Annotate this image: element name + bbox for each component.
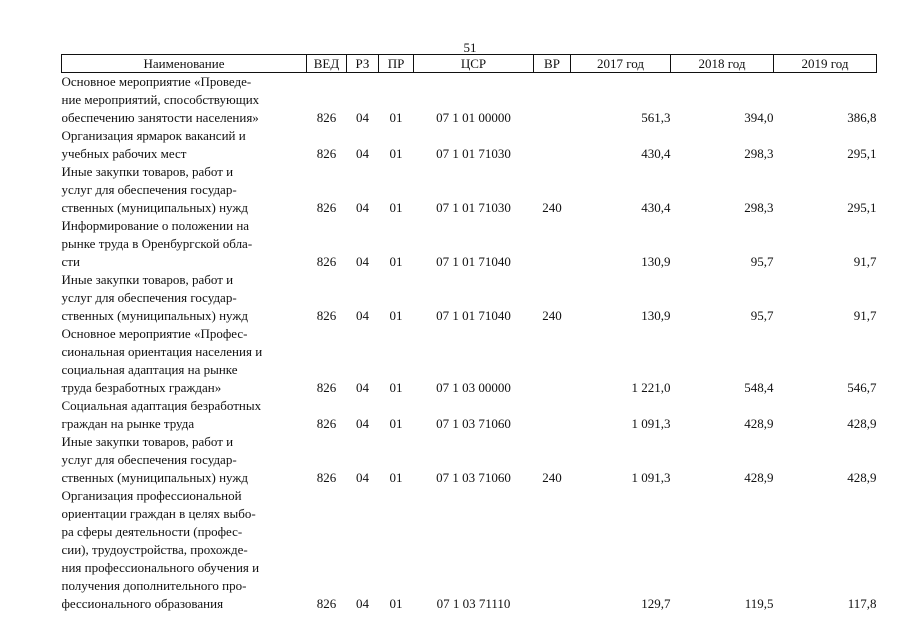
header-2017: 2017 год — [571, 55, 671, 73]
cell-csr: 07 1 01 71040 — [436, 308, 511, 323]
cell-pr: 01 — [389, 146, 403, 161]
cell-rz: 04 — [356, 470, 369, 485]
cell-rz: 04 — [356, 308, 369, 323]
name-line: Иные закупки товаров, работ и — [61, 164, 234, 179]
cell-rz: 04 — [356, 416, 369, 431]
cell-name — [62, 397, 307, 433]
cell-ved: 826 — [316, 380, 337, 395]
header-rz: РЗ — [347, 55, 379, 73]
cell-name — [62, 433, 307, 487]
cell-2018: 394,0 — [744, 110, 774, 125]
cell-ved: 826 — [316, 146, 337, 161]
cell-ved: 826 — [316, 416, 337, 431]
cell-2018: 428,9 — [744, 416, 774, 431]
budget-table — [61, 54, 877, 613]
name-line: социальная адаптация на рынке — [61, 362, 238, 377]
name-line: Информирование о положении на — [61, 218, 250, 233]
cell-pr: 01 — [389, 254, 403, 269]
cell-vr — [534, 487, 571, 613]
cell-2019: 546,7 — [847, 380, 877, 395]
name-line: учебных рабочих мест — [61, 146, 187, 161]
cell-csr: 07 1 01 00000 — [436, 110, 511, 125]
cell-2018: 95,7 — [750, 254, 774, 269]
name-line: Социальная адаптация безработных — [61, 398, 262, 413]
cell-csr: 07 1 03 00000 — [436, 380, 511, 395]
name-line: ра сферы деятельности (профес- — [61, 524, 243, 539]
table-row — [62, 217, 877, 271]
cell-csr: 07 1 03 71110 — [436, 596, 511, 611]
cell-2017: 430,4 — [641, 200, 671, 215]
cell-rz: 04 — [356, 146, 369, 161]
cell-2019: 295,1 — [847, 146, 877, 161]
header-2018: 2018 год — [671, 55, 774, 73]
cell-2018: 95,7 — [750, 308, 774, 323]
cell-name — [62, 487, 307, 613]
cell-2017: 129,7 — [641, 596, 671, 611]
cell-2019: 428,9 — [847, 470, 877, 485]
name-line: ориентации граждан в целях выбо- — [61, 506, 256, 521]
name-line: ния профессионального обучения и — [61, 560, 260, 575]
cell-name — [62, 217, 307, 271]
name-line: услуг для обеспечения государ- — [61, 452, 237, 467]
name-line: услуг для обеспечения государ- — [61, 290, 237, 305]
cell-2019: 428,9 — [847, 416, 877, 431]
cell-2019: 117,8 — [847, 596, 877, 611]
cell-vr — [534, 325, 571, 397]
name-line: граждан на рынке труда — [61, 416, 195, 431]
cell-2018: 428,9 — [744, 470, 774, 485]
name-line: ние мероприятий, способствующих — [61, 92, 260, 107]
cell-rz: 04 — [356, 200, 369, 215]
table-row — [62, 163, 877, 217]
cell-ved: 826 — [316, 470, 337, 485]
cell-ved: 826 — [316, 254, 337, 269]
cell-rz: 04 — [356, 110, 369, 125]
name-line: сти — [61, 254, 80, 269]
name-line: сии), трудоустройства, прохожде- — [61, 542, 248, 557]
header-2019: 2019 год — [774, 55, 877, 73]
cell-2019: 91,7 — [853, 308, 877, 323]
cell-2018: 298,3 — [744, 146, 774, 161]
cell-pr: 01 — [389, 470, 403, 485]
cell-vr — [534, 127, 571, 163]
cell-vr — [534, 73, 571, 128]
name-line: услуг для обеспечения государ- — [61, 182, 237, 197]
cell-csr: 07 1 01 71040 — [436, 254, 511, 269]
name-line: Основное мероприятие «Проведе- — [61, 74, 252, 89]
header-pr: ПР — [379, 55, 414, 73]
name-line: сиональная ориентация населения и — [61, 344, 263, 359]
cell-2019: 295,1 — [847, 200, 877, 215]
header-ved: ВЕД — [307, 55, 347, 73]
table-row — [62, 325, 877, 397]
cell-name — [62, 325, 307, 397]
cell-2018: 548,4 — [744, 380, 774, 395]
page-number: 51 — [463, 40, 477, 55]
cell-csr: 07 1 03 71060 — [436, 416, 511, 431]
cell-2018: 298,3 — [744, 200, 774, 215]
table-row — [62, 433, 877, 487]
cell-2017: 1 091,3 — [631, 416, 671, 431]
cell-rz: 04 — [356, 596, 369, 611]
cell-vr: 240 — [542, 200, 562, 215]
header-csr: ЦСР — [414, 55, 534, 73]
name-line: Организация ярмарок вакансий и — [61, 128, 246, 143]
cell-2017: 1 221,0 — [631, 380, 671, 395]
table-row — [62, 487, 877, 613]
name-line: ственных (муниципальных) нужд — [61, 200, 248, 215]
cell-pr: 01 — [389, 380, 403, 395]
cell-pr: 01 — [389, 596, 403, 611]
cell-ved: 826 — [316, 596, 337, 611]
table-row — [62, 271, 877, 325]
cell-2019: 386,8 — [847, 110, 877, 125]
cell-pr: 01 — [389, 200, 403, 215]
name-line: Организация профессиональной — [61, 488, 242, 503]
cell-csr: 07 1 03 71060 — [436, 470, 511, 485]
cell-vr: 240 — [542, 470, 562, 485]
cell-name — [62, 73, 307, 128]
name-line: рынке труда в Оренбургской обла- — [61, 236, 253, 251]
table-row — [62, 397, 877, 433]
name-line: фессионального образования — [61, 596, 224, 611]
cell-vr — [534, 397, 571, 433]
table-body — [62, 73, 877, 614]
name-line: ственных (муниципальных) нужд — [61, 308, 248, 323]
cell-name — [62, 127, 307, 163]
cell-vr — [534, 217, 571, 271]
cell-pr: 01 — [389, 308, 403, 323]
table-row — [62, 73, 877, 128]
header-name: Наименование — [62, 55, 307, 73]
cell-name — [62, 271, 307, 325]
cell-rz: 04 — [356, 254, 369, 269]
cell-2019: 91,7 — [853, 254, 877, 269]
cell-ved: 826 — [316, 308, 337, 323]
header-vr: ВР — [534, 55, 571, 73]
name-line: труда безработных граждан» — [61, 380, 222, 395]
cell-ved: 826 — [316, 110, 337, 125]
cell-ved: 826 — [316, 200, 337, 215]
name-line: ственных (муниципальных) нужд — [61, 470, 248, 485]
cell-2017: 561,3 — [641, 110, 671, 125]
cell-csr: 07 1 01 71030 — [436, 146, 511, 161]
table-row — [62, 127, 877, 163]
cell-2017: 130,9 — [641, 308, 671, 323]
name-line: Иные закупки товаров, работ и — [61, 434, 234, 449]
name-line: Иные закупки товаров, работ и — [61, 272, 234, 287]
header-row — [62, 55, 877, 73]
cell-csr: 07 1 01 71030 — [436, 200, 511, 215]
cell-pr: 01 — [389, 416, 403, 431]
cell-2017: 130,9 — [641, 254, 671, 269]
name-line: обеспечению занятости населения» — [61, 110, 259, 125]
cell-rz: 04 — [356, 380, 369, 395]
cell-2017: 1 091,3 — [631, 470, 671, 485]
cell-name — [62, 163, 307, 217]
cell-2017: 430,4 — [641, 146, 671, 161]
cell-vr: 240 — [542, 308, 562, 323]
cell-2018: 119,5 — [744, 596, 774, 611]
cell-pr: 01 — [389, 110, 403, 125]
name-line: Основное мероприятие «Профес- — [61, 326, 248, 341]
name-line: получения дополнительного про- — [61, 578, 247, 593]
